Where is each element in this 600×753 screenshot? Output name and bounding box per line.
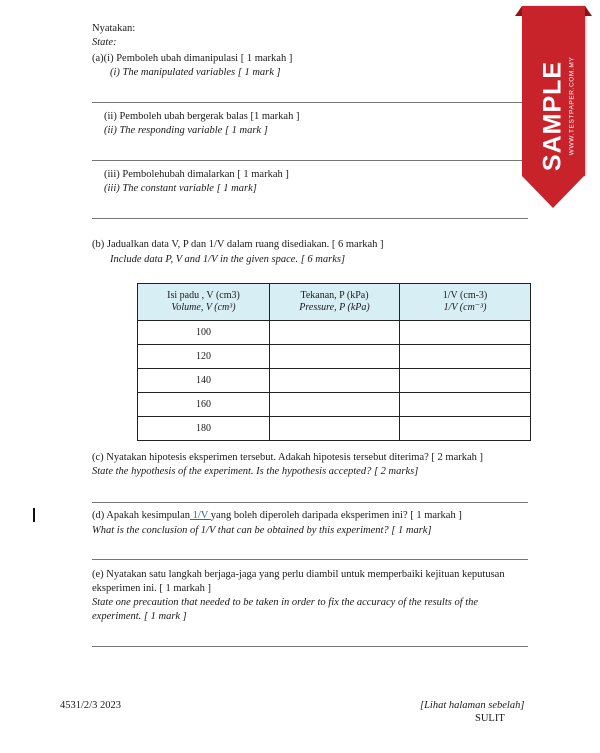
table-row [138, 321, 531, 345]
ribbon-sample-text: SAMPLE [538, 60, 567, 172]
data-table [137, 283, 531, 441]
question-e-en-line1: State one precaution that needed to be taken in order to fix the accuracy of the results of the [92, 597, 479, 608]
question-d-ms-end: yang boleh diperoleh daripada eksperimen ini? [ 1 markah ] [210, 510, 462, 521]
header-volume-ms: Isi padu , V (cm3) [167, 290, 240, 301]
header-pressure-en: Pressure, P (kPa) [299, 302, 370, 313]
pressure-cell[interactable] [270, 345, 400, 369]
question-e-en-line2: experiment. [ 1 mark ] [92, 611, 187, 622]
answer-line-c[interactable] [92, 502, 528, 503]
header-inverse-volume-en: 1/V (cm⁻³) [443, 302, 487, 313]
inverse-volume-cell[interactable] [400, 369, 531, 393]
table-row [138, 393, 531, 417]
header-inverse-volume-ms: 1/V (cm-3) [442, 290, 488, 301]
ribbon-fold-right [585, 6, 592, 16]
sulit-label: SULIT [475, 713, 505, 724]
next-page-note: [Lihat halaman sebelah] [420, 700, 525, 711]
ribbon-url-text: WWW.TESTPAPER.COM.MY [568, 56, 576, 156]
ribbon-fold-left [515, 6, 522, 16]
inverse-volume-link[interactable]: 1/V [189, 510, 211, 521]
instruction-ms: Nyatakan: [92, 23, 136, 34]
instruction-en: State: [92, 37, 117, 48]
volume-cell: 160 [138, 393, 270, 417]
answer-line-a-ii[interactable] [92, 160, 528, 161]
table-row [138, 345, 531, 369]
question-b-ms: (b) Jadualkan data V, P dan 1/V dalam ruang disediakan. [ 6 markah ] [92, 239, 384, 250]
inverse-volume-cell[interactable] [400, 345, 531, 369]
question-a-i-en: (i) The manipulated variables [ 1 mark ] [110, 67, 281, 78]
header-volume [138, 284, 270, 321]
volume-cell: 140 [138, 369, 270, 393]
question-d-en: What is the conclusion of 1/V that can be obtained by this experiment? [ 1 mark] [92, 525, 432, 536]
volume-cell: 120 [138, 345, 270, 369]
question-d-ms-start: (d) Apakah kesimpulan [92, 510, 190, 521]
header-volume-en: Volume, V (cm³) [171, 302, 236, 313]
inverse-volume-cell[interactable] [400, 321, 531, 345]
pressure-cell[interactable] [270, 417, 400, 441]
answer-line-d[interactable] [92, 559, 528, 560]
volume-cell: 180 [138, 417, 270, 441]
pressure-cell[interactable] [270, 321, 400, 345]
answer-line-a-i[interactable] [92, 102, 528, 103]
header-pressure [270, 284, 400, 321]
question-d-ms [92, 510, 462, 521]
paper-code: 4531/2/3 2023 [60, 700, 121, 711]
question-a-iii-en: (iii) The constant variable [ 1 mark] [104, 183, 257, 194]
answer-line-a-iii[interactable] [92, 218, 528, 219]
pressure-cell[interactable] [270, 369, 400, 393]
question-a-ii-en: (ii) The responding variable [ 1 mark ] [104, 125, 268, 136]
volume-cell: 100 [138, 321, 270, 345]
pressure-cell[interactable] [270, 393, 400, 417]
sample-ribbon [515, 6, 592, 176]
ribbon-tip [522, 176, 584, 208]
inverse-volume-cell[interactable] [400, 393, 531, 417]
question-e-ms-line1: (e) Nyatakan satu langkah berjaga-jaga yang perlu diambil untuk memperbaiki kejituan keputusan [92, 569, 505, 580]
question-a-iii-ms: (iii) Pembolehubah dimalarkan [ 1 markah ] [104, 169, 289, 180]
table-row [138, 369, 531, 393]
question-c-ms: (c) Nyatakan hipotesis eksperimen tersebut. Adakah hipotesis tersebut diterima? [ 2 markah ] [92, 452, 484, 463]
table-row [138, 417, 531, 441]
text-cursor [33, 508, 35, 522]
question-c-en: State the hypothesis of the experiment. Is the hypothesis accepted? [ 2 marks] [92, 466, 419, 477]
question-a-ii-ms: (ii) Pemboleh ubah bergerak balas [1 markah ] [104, 111, 300, 122]
answer-line-e[interactable] [92, 646, 528, 647]
header-inverse-volume [400, 284, 531, 321]
inverse-volume-cell[interactable] [400, 417, 531, 441]
question-e-ms-line2: eksperimen ini. [ 1 markah ] [92, 583, 211, 594]
header-pressure-ms: Tekanan, P (kPa) [300, 290, 369, 301]
question-b-en: Include data P, V and 1/V in the given space. [ 6 marks] [110, 254, 346, 265]
question-a-i-ms: (a)(i) Pemboleh ubah dimanipulasi [ 1 markah ] [92, 53, 293, 64]
